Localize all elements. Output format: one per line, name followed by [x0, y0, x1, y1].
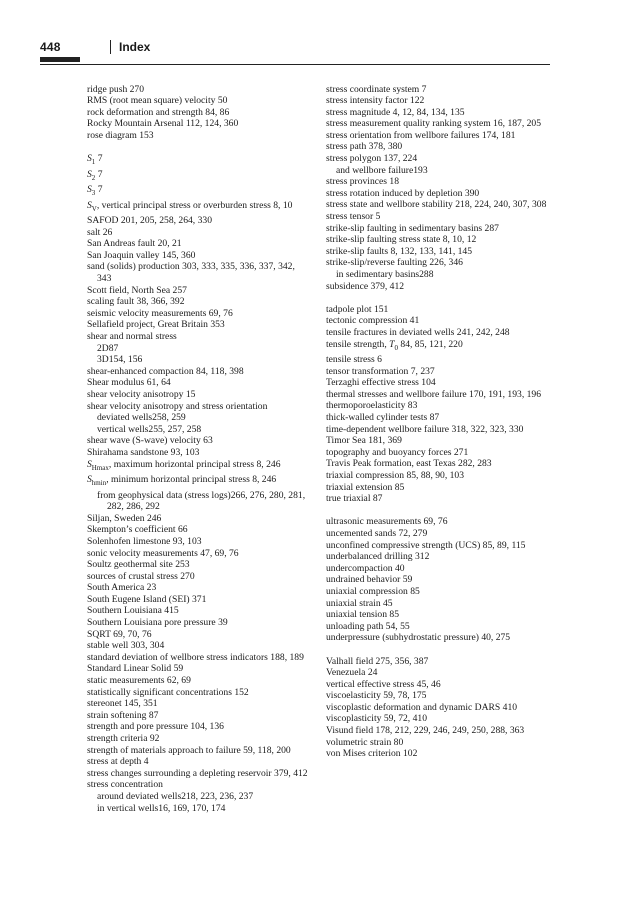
entry-text: tensile fractures in deviated wells 241, 242, 248 — [326, 326, 510, 338]
stress-symbol: $S_{hmin}$ — [87, 474, 107, 487]
index-entry — [326, 304, 548, 316]
index-entry — [87, 366, 309, 378]
index-entry — [326, 412, 548, 424]
entry-text: Rocky Mountain Arsenal 112, 124, 360 — [87, 118, 239, 130]
entry-text: tensile stress 6 — [326, 354, 382, 366]
entry-text: in sedimentary basins288 — [336, 269, 434, 280]
index-entry — [87, 687, 309, 699]
index-entry — [326, 281, 548, 293]
entry-text: stress tensor 5 — [326, 211, 381, 223]
entry-text: seismic velocity measurements 69, 76 — [87, 307, 233, 319]
entry-text: strength and pore pressure 104, 136 — [87, 721, 224, 733]
index-subentry — [87, 791, 309, 803]
entry-text: viscoelasticity 59, 78, 175 — [326, 690, 427, 702]
entry-text: ultrasonic measurements 69, 76 — [326, 516, 448, 528]
entry-text: strike-slip faulting stress state 8, 10, 12 — [326, 234, 477, 246]
entry-text: Southern Louisiana 415 — [87, 605, 179, 617]
index-entry — [87, 524, 309, 536]
index-entry — [326, 389, 548, 401]
entry-text: stress polygon 137, 224 — [326, 153, 418, 165]
entry-text: stress intensity factor 122 — [326, 95, 425, 107]
index-entry — [326, 690, 548, 702]
index-entry — [326, 339, 548, 355]
entry-text: shear wave (S-wave) velocity 63 — [87, 435, 213, 447]
entry-text: stable well 303, 304 — [87, 640, 165, 652]
entry-text: uniaxial compression 85 — [326, 585, 420, 597]
index-entry — [326, 447, 548, 459]
entry-text: strike-slip faulting in sedimentary basins 287 — [326, 222, 499, 234]
entry-text: South America 23 — [87, 582, 157, 594]
index-entry — [87, 95, 309, 107]
index-subentry — [326, 269, 548, 281]
index-entry — [326, 702, 548, 714]
entry-text: Travis Peak formation, east Texas 282, 283 — [326, 458, 492, 470]
index-entry — [87, 513, 309, 525]
entry-text: shear velocity anisotropy and stress orientation — [87, 400, 268, 412]
entry-text: stress measurement quality ranking system 16, 187, 205 — [326, 118, 542, 130]
entry-text: 2D87 — [97, 342, 119, 354]
index-entry — [87, 559, 309, 571]
index-entry — [326, 748, 548, 760]
index-entry — [87, 447, 309, 459]
entry-text: shear velocity anisotropy 15 — [87, 388, 196, 400]
entry-text: stress provinces 18 — [326, 176, 400, 188]
index-entry — [326, 540, 548, 552]
index-entry — [87, 571, 309, 583]
entry-text: San Andreas fault 20, 21 — [87, 238, 182, 250]
index-entry — [87, 710, 309, 722]
entry-text: stress coordinate system 7 — [326, 83, 427, 95]
index-entry — [326, 223, 548, 235]
index-entry — [326, 528, 548, 540]
entry-text: unloading path 54, 55 — [326, 620, 410, 632]
stress-symbol: $S_1$ — [87, 153, 96, 166]
entry-text: rock deformation and strength 84, 86 — [87, 106, 230, 118]
entry-text: , vertical principal stress or overburden stress 8, 10 — [96, 199, 293, 211]
index-entry — [87, 285, 309, 297]
index-entry — [326, 153, 548, 165]
entry-text: shear-enhanced compaction 84, 118, 398 — [87, 365, 244, 377]
entry-text: stress at depth 4 — [87, 756, 149, 768]
entry-text: uncemented sands 72, 279 — [326, 527, 428, 539]
index-entry — [326, 246, 548, 258]
index-entry — [87, 548, 309, 560]
index-entry — [87, 675, 309, 687]
header-rule — [40, 64, 550, 65]
page-header — [40, 40, 550, 70]
index-entry — [87, 250, 309, 262]
entry-text: sand (solids) production 303, 333, 335, 336, 337, 342, 343 — [87, 261, 295, 285]
index-entry — [87, 652, 309, 664]
entry-text: strike-slip faults 8, 132, 133, 141, 145 — [326, 245, 473, 257]
index-entry — [87, 169, 309, 185]
entry-text: undercompaction 40 — [326, 562, 405, 574]
entry-text: Standard Linear Solid 59 — [87, 663, 184, 675]
index-entry — [87, 605, 309, 617]
index-entry — [87, 768, 309, 780]
index-entry — [326, 493, 548, 505]
index-entry — [87, 215, 309, 227]
entry-text: thermal stresses and wellbore failure 170, 191, 193, 196 — [326, 388, 542, 400]
index-subentry — [87, 343, 309, 355]
entry-text: Shirahama sandstone 93, 103 — [87, 446, 200, 458]
index-entry — [87, 617, 309, 629]
entry-text: stress magnitude 4, 12, 84, 134, 135 — [326, 106, 465, 118]
index-entry — [87, 296, 309, 308]
index-entry — [326, 84, 548, 96]
entry-text: uniaxial strain 45 — [326, 597, 393, 609]
index-entry — [87, 745, 309, 757]
entry-text: stress rotation induced by depletion 390 — [326, 187, 480, 199]
entry-text: 3D154, 156 — [97, 354, 143, 366]
index-entry — [87, 331, 309, 343]
entry-text: in vertical wells16, 169, 170, 174 — [97, 802, 226, 814]
entry-text: underpressure (subhydrostatic pressure) 40, 275 — [326, 632, 511, 644]
index-entry — [326, 516, 548, 528]
index-entry — [326, 315, 548, 327]
entry-text: RMS (root mean square) velocity 50 — [87, 95, 228, 107]
index-entry — [326, 354, 548, 366]
index-entry — [326, 188, 548, 200]
entry-text: , minimum horizontal principal stress 8, 246 — [106, 474, 277, 486]
index-entry — [87, 308, 309, 320]
entry-text: underbalanced drilling 312 — [326, 551, 430, 563]
index-entry — [87, 261, 309, 284]
index-entry — [326, 234, 548, 246]
entry-text: Siljan, Sweden 246 — [87, 512, 162, 524]
index-column-right — [326, 84, 548, 760]
index-entry — [87, 84, 309, 96]
entry-text: tensor transformation 7, 237 — [326, 365, 435, 377]
index-entry — [87, 389, 309, 401]
letter-group-gap — [326, 292, 548, 304]
index-entry — [87, 319, 309, 331]
index-entry — [326, 609, 548, 621]
index-entry — [326, 656, 548, 668]
entry-text: rose diagram 153 — [87, 129, 154, 141]
index-subentry — [87, 490, 309, 513]
index-entry — [87, 107, 309, 119]
index-entry — [326, 400, 548, 412]
entry-text: Sellafield project, Great Britain 353 — [87, 319, 225, 331]
index-entry — [326, 737, 548, 749]
entry-text: salt 26 — [87, 226, 113, 238]
index-entry — [87, 184, 309, 200]
index-entry — [326, 257, 548, 269]
entry-text: around deviated wells218, 223, 236, 237 — [97, 790, 254, 802]
entry-text: undrained behavior 59 — [326, 574, 413, 586]
entry-text: vertical effective stress 45, 46 — [326, 678, 441, 690]
index-entry — [326, 470, 548, 482]
index-entry — [326, 551, 548, 563]
entry-text: unconfined compressive strength (UCS) 85, 89, 115 — [326, 539, 526, 551]
entry-text: static measurements 62, 69 — [87, 675, 191, 687]
entry-text: vertical wells255, 257, 258 — [97, 423, 202, 435]
entry-text: stress concentration — [87, 779, 163, 791]
index-entry — [87, 401, 309, 413]
index-entry — [326, 713, 548, 725]
index-entry — [87, 377, 309, 389]
index-entry — [87, 200, 309, 216]
entry-text: SQRT 69, 70, 76 — [87, 628, 152, 640]
entry-text: topography and buoyancy forces 271 — [326, 446, 469, 458]
index-entry — [326, 107, 548, 119]
index-entry — [326, 632, 548, 644]
index-entry — [326, 118, 548, 130]
index-subentry — [326, 165, 548, 177]
index-entry — [326, 435, 548, 447]
entry-text: and wellbore failure193 — [336, 164, 428, 176]
entry-text: Skempton’s coefficient 66 — [87, 524, 188, 536]
index-entry — [87, 227, 309, 239]
entry-text: statistically significant concentrations 152 — [87, 686, 249, 698]
entry-text: viscoplastic deformation and dynamic DARS 410 — [326, 701, 518, 713]
index-entry — [87, 118, 309, 130]
index-subentry — [87, 803, 309, 815]
index-entry — [326, 176, 548, 188]
index-entry — [326, 458, 548, 470]
index-subentry — [87, 354, 309, 366]
entry-text: triaxial extension 85 — [326, 481, 405, 493]
letter-group-gap — [87, 141, 309, 153]
stress-symbol: $S_2$ — [87, 168, 96, 182]
index-entry — [326, 667, 548, 679]
index-entry — [87, 698, 309, 710]
entry-text: thermoporoelasticity 83 — [326, 400, 418, 412]
index-entry — [326, 679, 548, 691]
index-entry — [87, 733, 309, 745]
index-entry — [326, 141, 548, 153]
index-subentry — [87, 424, 309, 436]
index-entry — [326, 95, 548, 107]
entry-text: von Mises criterion 102 — [326, 748, 418, 760]
entry-text: San Joaquin valley 145, 360 — [87, 249, 196, 261]
index-entry — [87, 629, 309, 641]
entry-text: SAFOD 201, 205, 258, 264, 330 — [87, 215, 212, 227]
entry-text: South Eugene Island (SEI) 371 — [87, 593, 207, 605]
entry-text: Timor Sea 181, 369 — [326, 435, 402, 447]
stress-symbol: $S_{Hmax}$ — [87, 458, 109, 472]
entry-text: sonic velocity measurements 47, 69, 76 — [87, 547, 239, 559]
index-entry — [87, 435, 309, 447]
entry-text: volumetric strain 80 — [326, 736, 404, 748]
entry-text: strike-slip/reverse faulting 226, 346 — [326, 257, 463, 269]
index-entry — [87, 663, 309, 675]
stress-symbol: $S_V$ — [87, 199, 97, 213]
entry-text: stress changes surrounding a depleting reservoir 379, 412 — [87, 767, 308, 779]
index-entry — [326, 586, 548, 598]
entry-text: tadpole plot 151 — [326, 303, 389, 315]
entry-text: triaxial compression 85, 88, 90, 103 — [326, 470, 465, 481]
entry-text: true triaxial 87 — [326, 493, 383, 505]
entry-text: time-dependent wellbore failure 318, 322, 323, 330 — [326, 423, 524, 435]
entry-text: stress orientation from wellbore failures 174, 181 — [326, 129, 516, 141]
entry-text: from geophysical data (stress logs)266, 276, 280, 281, 282, 286, 292 — [97, 489, 306, 513]
index-entry — [326, 482, 548, 494]
entry-text: shear and normal stress — [87, 331, 177, 342]
running-title: Index — [119, 40, 151, 54]
entry-text: viscoplasticity 59, 72, 410 — [326, 713, 427, 725]
entry-text: uniaxial tension 85 — [326, 609, 400, 621]
entry-text: standard deviation of wellbore stress indicators 188, 189 — [87, 651, 304, 663]
stress-symbol: $T_0$ — [389, 338, 398, 352]
index-entry — [87, 779, 309, 791]
entry-text: scaling fault 38, 366, 392 — [87, 296, 185, 308]
entry-text: Southern Louisiana pore pressure 39 — [87, 617, 228, 629]
entry-text: stereonet 145, 351 — [87, 698, 158, 710]
index-entry — [326, 211, 548, 223]
index-entry — [326, 327, 548, 339]
index-entry — [87, 536, 309, 548]
letter-group-gap — [326, 644, 548, 656]
entry-text: tectonic compression 41 — [326, 315, 420, 327]
entry-text: stress path 378, 380 — [326, 141, 403, 153]
entry-text: strain softening 87 — [87, 709, 159, 721]
index-entry — [326, 574, 548, 586]
entry-text: 7 — [95, 153, 103, 165]
index-entry — [87, 721, 309, 733]
stress-symbol: $S_3$ — [87, 184, 96, 197]
entry-text: strength of materials approach to failure 59, 118, 200 — [87, 744, 291, 756]
header-thick-rule — [40, 57, 80, 62]
entry-text: sources of crustal stress 270 — [87, 570, 195, 582]
index-entry — [87, 153, 309, 169]
entry-text: Venezuela 24 — [326, 667, 378, 679]
index-entry — [87, 756, 309, 768]
entry-text: deviated wells258, 259 — [97, 412, 186, 424]
index-entry — [326, 621, 548, 633]
index-entry — [87, 459, 309, 475]
index-entry — [87, 640, 309, 652]
index-subentry — [87, 412, 309, 424]
entry-text: strength criteria 92 — [87, 733, 160, 744]
header-separator — [110, 40, 111, 54]
index-entry — [87, 594, 309, 606]
entry-text: Terzaghi effective stress 104 — [326, 377, 436, 389]
entry-text: Scott field, North Sea 257 — [87, 284, 187, 296]
entry-text: 7 — [95, 168, 103, 180]
index-entry — [326, 366, 548, 378]
entry-text: thick-walled cylinder tests 87 — [326, 412, 440, 424]
index-entry — [326, 598, 548, 610]
index-entry — [326, 563, 548, 575]
entry-text: subsidence 379, 412 — [326, 280, 405, 292]
index-entry — [326, 424, 548, 436]
entry-text: ridge push 270 — [87, 83, 145, 95]
entry-text: Shear modulus 61, 64 — [87, 377, 171, 389]
page-number: 448 — [40, 40, 61, 54]
entry-prefix: tensile strength, — [326, 338, 390, 350]
entry-text: Visund field 178, 212, 229, 246, 249, 250, 288, 363 — [326, 725, 525, 737]
index-entry — [326, 725, 548, 737]
index-entry — [87, 238, 309, 250]
entry-text: Solenhofen limestone 93, 103 — [87, 535, 202, 547]
entry-text: 7 — [95, 184, 103, 196]
index-entry — [87, 582, 309, 594]
index-entry — [87, 130, 309, 142]
index-entry — [326, 199, 548, 211]
entry-text: Valhall field 275, 356, 387 — [326, 655, 429, 667]
index-entry — [87, 474, 309, 490]
letter-group-gap — [326, 505, 548, 517]
entry-text: 84, 85, 121, 220 — [398, 338, 463, 350]
index-entry — [326, 377, 548, 389]
index-entry — [326, 130, 548, 142]
entry-text: stress state and wellbore stability 218, 224, 240, 307, 308 — [326, 199, 547, 211]
index-column-left — [87, 84, 309, 815]
entry-text: , maximum horizontal principal stress 8, 246 — [108, 458, 281, 470]
entry-text: Soultz geothermal site 253 — [87, 559, 190, 571]
